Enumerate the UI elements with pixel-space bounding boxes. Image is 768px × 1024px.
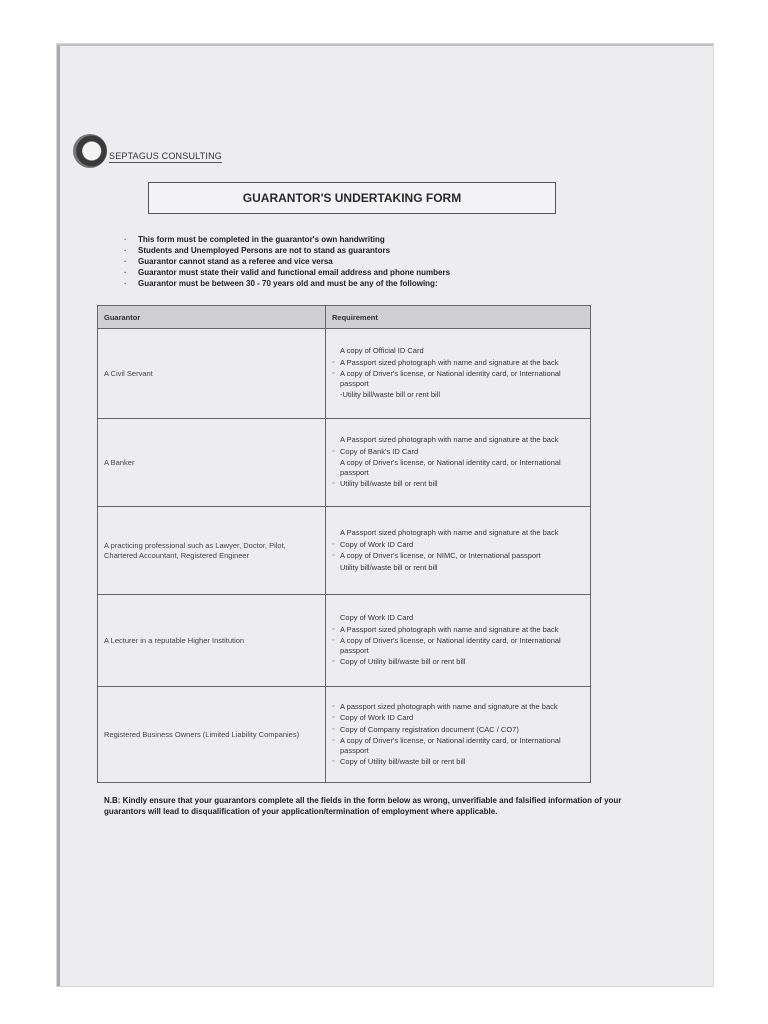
requirement-item <box>332 736 584 755</box>
requirement-item <box>332 613 584 623</box>
checkbox-icon[interactable] <box>332 736 340 746</box>
logo-text: SEPTAGUS CONSULTING <box>109 151 222 161</box>
requirement-item <box>332 657 584 667</box>
requirement-text: Utility bill/waste bill or rent bill <box>340 562 438 572</box>
checkbox-icon[interactable] <box>332 713 340 723</box>
checkbox-icon[interactable] <box>332 540 340 550</box>
requirement-item <box>332 358 584 368</box>
requirement-cell <box>326 419 591 507</box>
checkbox-icon[interactable] <box>332 757 340 767</box>
instruction-item: · Guarantor must be between 30 - 70 years old and must be any of the following: <box>124 278 564 289</box>
requirement-item <box>332 702 584 712</box>
requirement-text: A Passport sized photograph with name and signature at the back <box>340 435 559 445</box>
instruction-item: · Guarantor must state their valid and functional email address and phone numbers <box>124 267 564 278</box>
requirement-item <box>332 563 584 573</box>
page-edge-shadow <box>57 46 60 986</box>
guarantor-cell: A practicing professional such as Lawyer, Doctor, Pilot, Chartered Accountant, Registered Engineer <box>98 507 326 595</box>
requirement-text: A Passport sized photograph with name and signature at the back <box>340 528 559 537</box>
checkbox-icon[interactable] <box>332 369 340 379</box>
table-row <box>98 595 591 687</box>
requirement-text: A copy of Driver's license, or National identity card, or International passport <box>340 369 561 388</box>
requirement-text: Copy of Company registration document (CAC / CO7) <box>340 724 519 734</box>
table-row <box>98 507 591 595</box>
requirement-cell <box>326 507 591 595</box>
table-row <box>98 419 591 507</box>
table-row <box>98 687 591 783</box>
nb-note: N.B: Kindly ensure that your guarantors complete all the fields in the form below as wrong, unverifiable and falsified information of your guarantors will lead to disqualification of your application/termination of employment where applicable. <box>104 796 622 816</box>
requirement-text: Copy of Utility bill/waste bill or rent bill <box>340 657 466 667</box>
guarantor-cell: A Banker <box>98 419 326 507</box>
requirement-text: Copy of Work ID Card <box>340 613 414 623</box>
form-title: GUARANTOR'S UNDERTAKING FORM <box>242 191 462 205</box>
column-header-requirement: Requirement <box>326 306 591 329</box>
requirement-item <box>332 346 584 356</box>
requirement-text: A Passport sized photograph with name and signature at the back <box>340 357 559 367</box>
requirement-item <box>332 713 584 723</box>
checkbox-icon[interactable] <box>332 625 340 635</box>
requirement-item <box>332 435 584 445</box>
checkbox-icon[interactable] <box>332 447 340 457</box>
instruction-item: · Guarantor cannot stand as a referee and vice versa <box>124 256 564 267</box>
requirement-item <box>332 390 584 400</box>
requirement-item <box>332 725 584 735</box>
requirement-item <box>332 540 584 550</box>
instruction-item: · This form must be completed in the guarantor's own handwriting <box>124 234 564 245</box>
requirement-text: Copy of Utility bill/waste bill or rent bill <box>340 757 466 766</box>
requirement-item <box>332 551 584 561</box>
instruction-item: · Students and Unemployed Persons are not to stand as guarantors <box>124 245 564 256</box>
requirement-item <box>332 369 584 388</box>
requirement-item <box>332 636 584 655</box>
column-header-guarantor: Guarantor <box>98 306 326 329</box>
requirement-text: A copy of Driver's license, or National identity card, or International passport <box>340 736 561 755</box>
guarantor-cell: A Civil Servant <box>98 329 326 419</box>
checkbox-icon[interactable] <box>332 702 340 712</box>
guarantor-cell: A Lecturer in a reputable Higher Institution <box>98 595 326 687</box>
logo-ring-icon <box>73 134 107 168</box>
table-header-row <box>98 306 591 329</box>
requirement-text: A copy of Official ID Card <box>340 346 424 356</box>
requirement-text: A copy of Driver's license, or National identity card, or International passport <box>340 458 561 477</box>
checkbox-icon[interactable] <box>332 725 340 735</box>
requirement-text: A Passport sized photograph with name and signature at the back <box>340 624 559 634</box>
requirement-text: -Utility bill/waste bill or rent bill <box>340 390 441 400</box>
requirement-text: Copy of Work ID Card <box>340 539 414 549</box>
table-row <box>98 329 591 419</box>
guarantor-requirements-table <box>97 305 591 783</box>
requirement-item <box>332 479 584 489</box>
requirement-item <box>332 625 584 635</box>
guarantor-cell: Registered Business Owners (Limited Liability Companies) <box>98 687 326 783</box>
requirement-text: Utility bill/waste bill or rent bill <box>340 479 438 489</box>
requirement-cell <box>326 687 591 783</box>
requirement-item <box>332 757 584 767</box>
requirement-text: A copy of Driver's license, or NIMC, or International passport <box>340 551 541 560</box>
requirement-text: A copy of Driver's license, or National identity card, or International passport <box>340 636 561 655</box>
company-logo <box>73 134 223 170</box>
requirement-cell <box>326 329 591 419</box>
checkbox-icon[interactable] <box>332 479 340 489</box>
checkbox-icon[interactable] <box>332 551 340 561</box>
requirement-item <box>332 458 584 477</box>
requirement-cell <box>326 595 591 687</box>
checkbox-icon[interactable] <box>332 657 340 667</box>
requirement-text: Copy of Work ID Card <box>340 713 414 722</box>
instructions-list <box>124 234 564 289</box>
requirement-item <box>332 447 584 457</box>
checkbox-icon[interactable] <box>332 636 340 646</box>
requirement-text: A passport sized photograph with name and signature at the back <box>340 701 558 711</box>
requirement-text: Copy of Bank's ID Card <box>340 446 419 456</box>
form-title-box <box>148 182 556 214</box>
checkbox-icon[interactable] <box>332 358 340 368</box>
requirement-item <box>332 528 584 538</box>
